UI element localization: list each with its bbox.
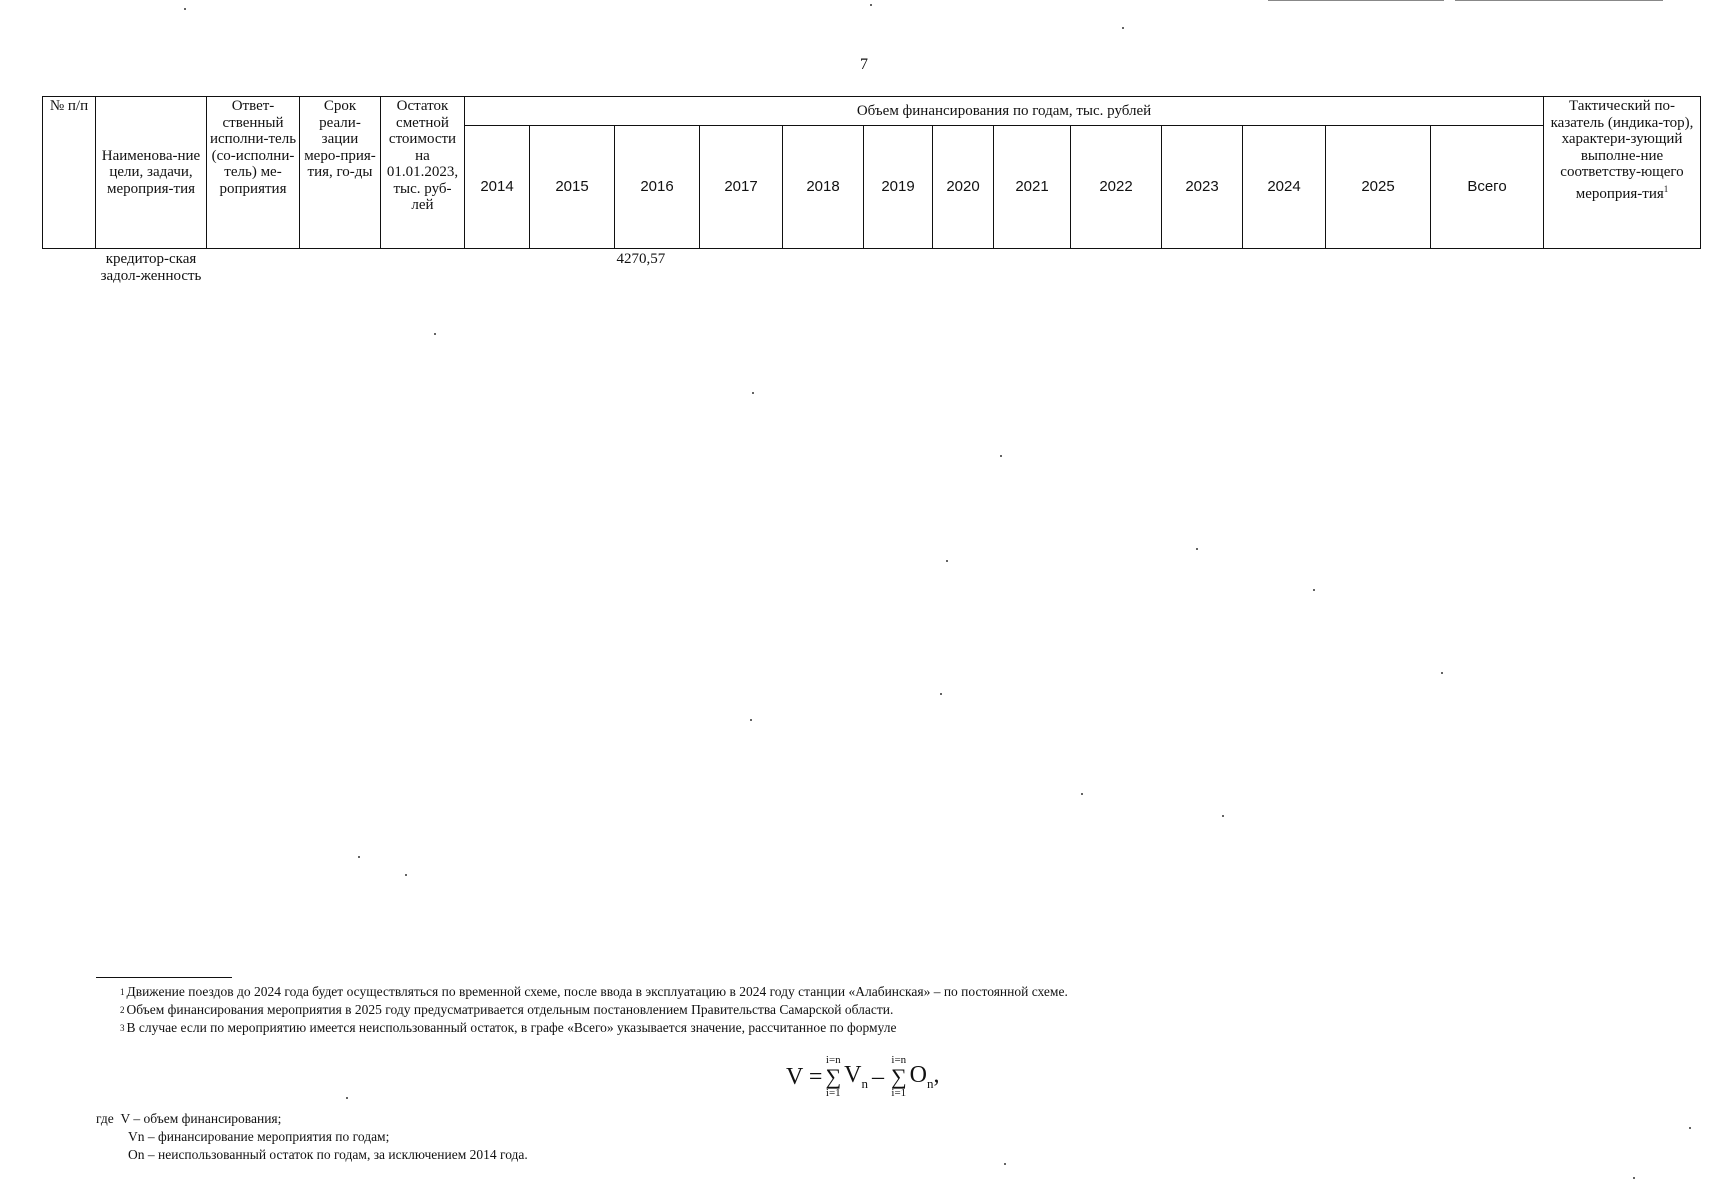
cell-term (300, 249, 381, 287)
scan-speck (184, 8, 186, 10)
header-name: Наименова-ние цели, задачи, мероприя-тия (96, 97, 207, 249)
scan-speck (1000, 455, 1002, 457)
cell-2016: 4270,57 (616, 251, 666, 267)
legend-line-3: On – неиспользованный остаток по годам, за исключением 2014 года. (128, 1147, 528, 1162)
header-year-2025: 2025 (1326, 126, 1431, 249)
legend-line-1: где V – объем финансирования; (96, 1111, 282, 1126)
cell-2020 (933, 249, 994, 287)
top-edge-line (1455, 0, 1663, 1)
header-num: № п/п (43, 97, 96, 249)
scan-speck (1441, 672, 1443, 674)
scan-speck (870, 4, 872, 6)
scan-speck (750, 719, 752, 721)
cell-2024 (1243, 249, 1326, 287)
header-year-2015: 2015 (530, 126, 615, 249)
legend-line-2: Vn – финансирование мероприятия по годам; (128, 1129, 390, 1144)
scan-speck (1689, 1127, 1691, 1129)
cell-2018 (783, 249, 864, 287)
cell-total (1431, 249, 1544, 287)
header-year-2018: 2018 (783, 126, 864, 249)
header-responsible: Ответ-ственный исполни-тель (со-исполни-тель) ме-роприятия (207, 97, 300, 249)
formula (786, 1055, 940, 1099)
header-year-2014: 2014 (465, 126, 530, 249)
scan-speck (1122, 27, 1124, 29)
header-year-2017: 2017 (700, 126, 783, 249)
cell-indicator (1544, 249, 1701, 287)
footnote-3: $^3$ В случае если по мероприятию имеется неиспользованный остаток, в графе «Всего» указывается значение, рассчитанное по формуле (120, 1020, 897, 1035)
scan-speck (946, 560, 948, 562)
scan-speck (1313, 589, 1315, 591)
footnote-1: $^1$ Движение поездов до 2024 года будет осуществляться по временной схеме, после ввода в эксплуатацию в 2024 году станции «Алабинская» – по постоянной схеме. (120, 984, 1068, 999)
formula-minus: – (871, 1063, 884, 1090)
footnote-divider (96, 977, 232, 978)
scan-speck (1222, 815, 1224, 817)
cell-2015 (530, 249, 615, 287)
header-year-2023: 2023 (1162, 126, 1243, 249)
formula-term-2: $O_n$, (909, 1062, 940, 1091)
cell-2019 (864, 249, 933, 287)
header-year-2016: 2016 (615, 126, 700, 249)
scan-speck (1633, 1177, 1635, 1179)
formula-lhs: V = (786, 1063, 823, 1090)
scan-speck (1196, 548, 1198, 550)
scan-speck (434, 333, 436, 335)
footnotes (120, 983, 1068, 1037)
header-indicator: Тактический по-казатель (индика-тор), характери-зующий выполне-ние соответству-ющего мероприя-тия$^1$ (1544, 97, 1701, 249)
cell-2022 (1071, 249, 1162, 287)
formula-legend (96, 1110, 528, 1164)
header-year-2020: 2020 (933, 126, 994, 249)
cell-2021 (994, 249, 1071, 287)
header-term: Срок реали-зации меро-прия-тия, го-ды (300, 97, 381, 249)
header-year-2021: 2021 (994, 126, 1071, 249)
header-funding-group: Объем финансирования по годам, тыс. рублей (465, 97, 1544, 126)
cell-responsible (207, 249, 300, 287)
table-row (43, 249, 1701, 287)
scan-speck (940, 693, 942, 695)
cell-2017 (700, 249, 783, 287)
page-number: 7 (860, 56, 868, 73)
cell-2014 (465, 249, 530, 287)
footnote-2: $^2$ Объем финансирования мероприятия в 2025 году предусматривается отдельным постановлением Правительства Самарской области. (120, 1002, 894, 1017)
header-total: Всего (1431, 126, 1544, 249)
header-year-2022: 2022 (1071, 126, 1162, 249)
scan-speck (405, 874, 407, 876)
cell-name: кредитор-ская задол-женность (100, 251, 202, 284)
sum-symbol-2: i=n ∑ i=1 (890, 1054, 907, 1099)
header-remainder: Остаток сметной стоимости на 01.01.2023, тыс. руб-лей (381, 97, 465, 249)
scan-speck (358, 856, 360, 858)
funding-table (42, 96, 1701, 286)
header-year-2024: 2024 (1243, 126, 1326, 249)
formula-term-1: $V_n$ (844, 1062, 868, 1091)
scan-speck (1004, 1163, 1006, 1165)
sum-symbol-1: i=n ∑ i=1 (825, 1054, 842, 1099)
cell-2023 (1162, 249, 1243, 287)
cell-2025 (1326, 249, 1431, 287)
header-year-2019: 2019 (864, 126, 933, 249)
scan-speck (346, 1097, 348, 1099)
scan-speck (1081, 793, 1083, 795)
scan-speck (752, 392, 754, 394)
cell-remainder (381, 249, 465, 287)
cell-num (43, 249, 96, 287)
top-edge-line (1268, 0, 1444, 1)
